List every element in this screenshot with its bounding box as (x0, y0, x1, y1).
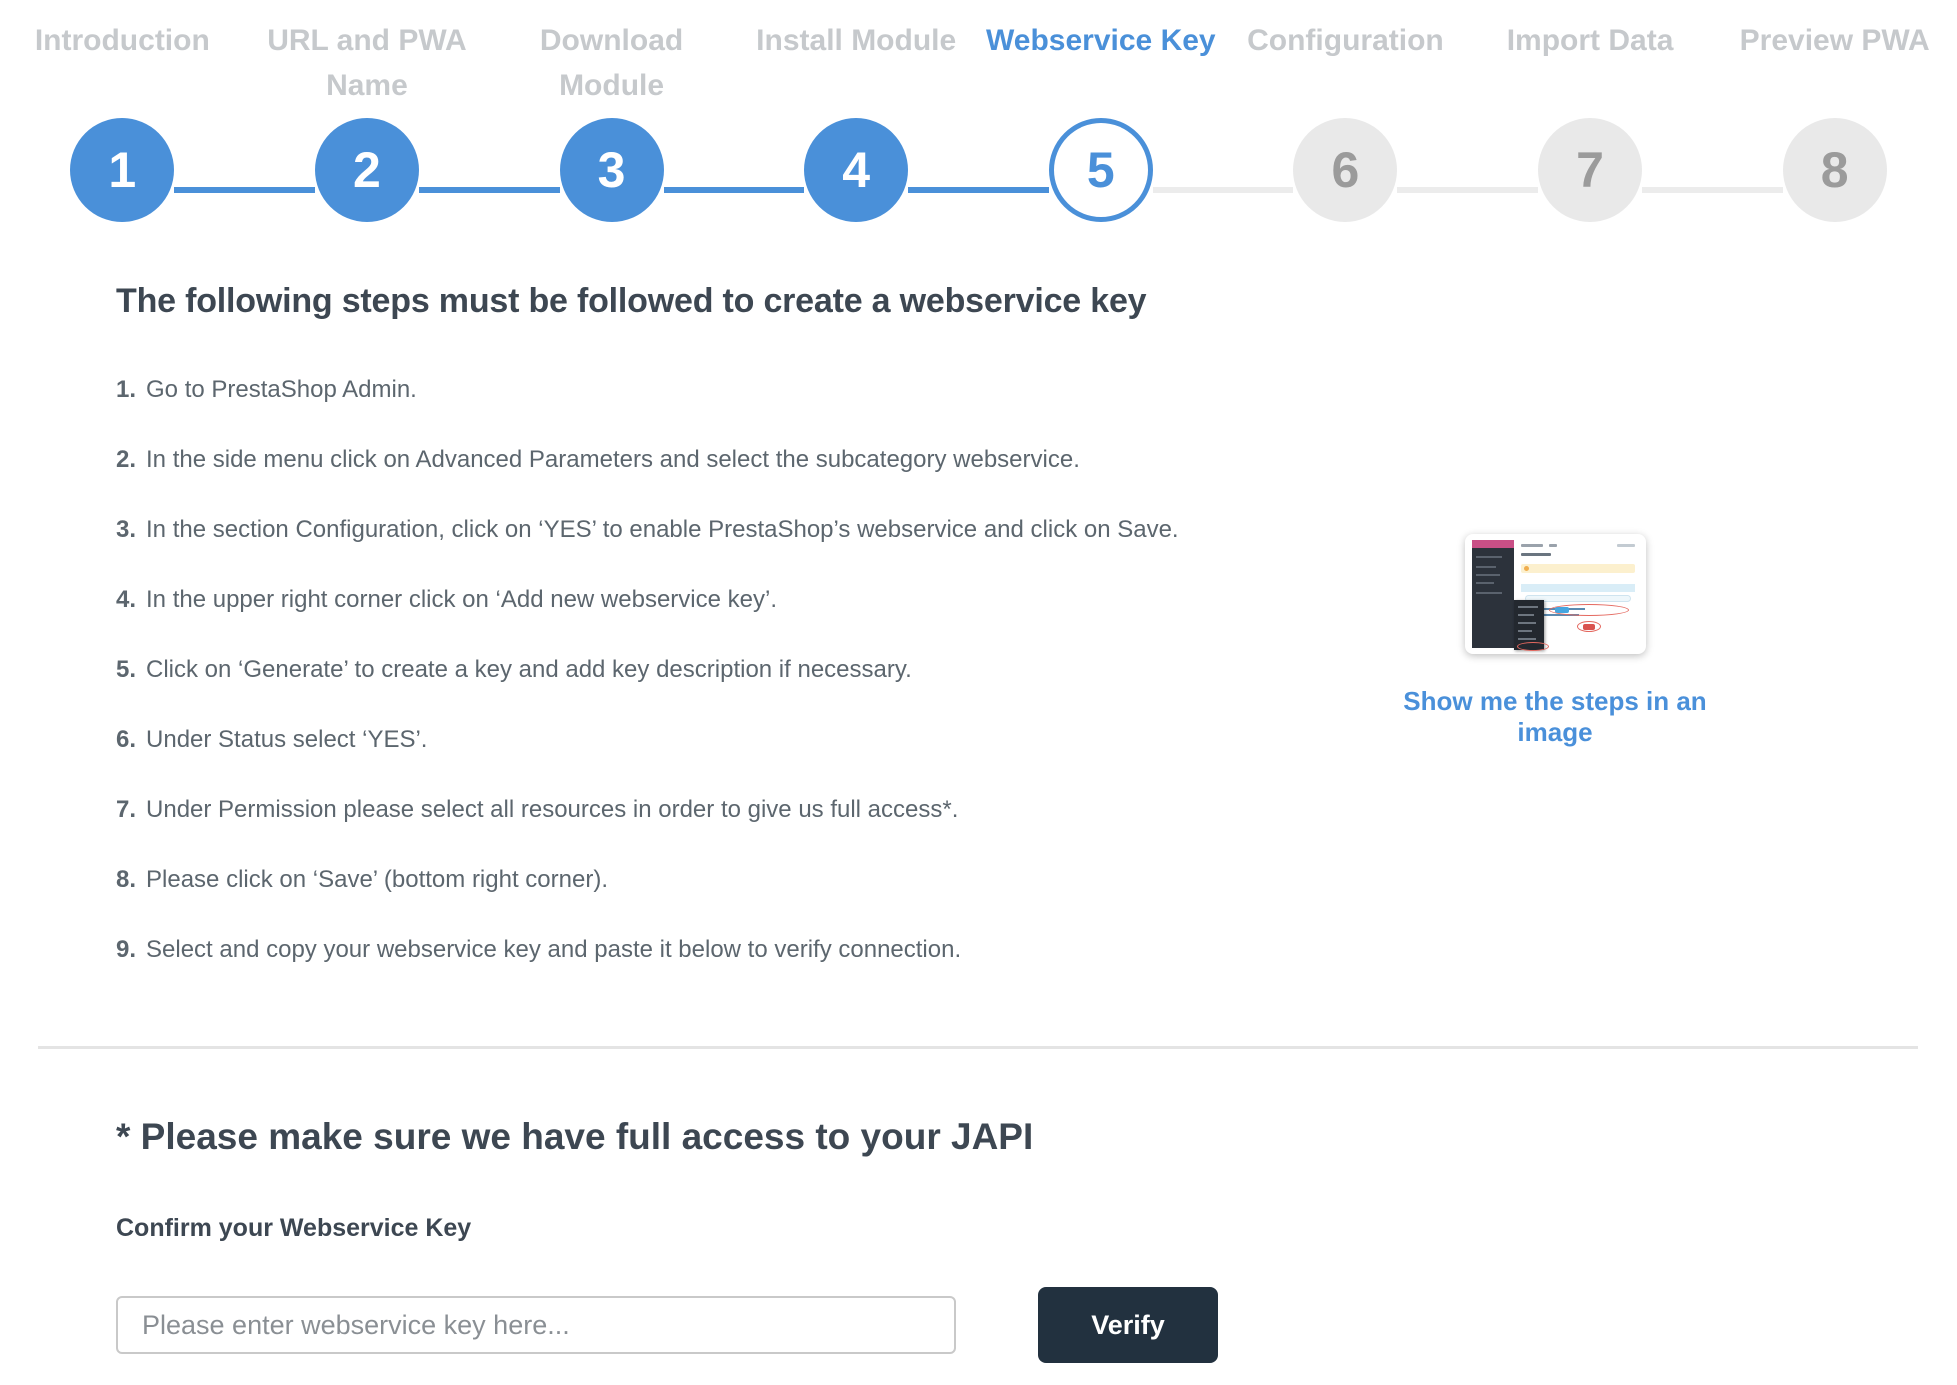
step-circle (70, 118, 174, 222)
full-access-note-heading: * Please make sure we have full access to your JAPI (116, 1116, 1034, 1157)
step-circle (315, 118, 419, 222)
instruction-number: 3. (116, 516, 137, 543)
thumb-decor (1518, 614, 1534, 616)
webservice-key-input[interactable] (116, 1296, 956, 1354)
instruction-text: Under Status select ‘YES’. (146, 726, 428, 753)
step-circle (560, 118, 664, 222)
verify-button[interactable]: Verify (1038, 1287, 1218, 1363)
instruction-item (116, 375, 1346, 405)
section-divider (38, 1046, 1918, 1049)
step-label: Configuration (1247, 24, 1444, 57)
instruction-item (116, 445, 1346, 475)
instruction-number: 2. (116, 446, 137, 473)
thumb-decor (1476, 566, 1496, 568)
thumb-decor (1518, 606, 1538, 608)
stepper-connector (419, 187, 560, 193)
instruction-text: In the section Configuration, click on ‘YES’ to enable PrestaShop’s webservice and click on Save. (146, 516, 1179, 543)
thumb-table-header (1521, 584, 1635, 592)
instruction-text: Click on ‘Generate’ to create a key and add key description if necessary. (146, 656, 912, 683)
step-number: 4 (842, 142, 871, 198)
thumb-decor (1549, 544, 1557, 547)
step-circle (1049, 118, 1153, 222)
thumb-decor (1521, 544, 1543, 547)
instruction-item (116, 795, 1346, 825)
step-label: URL and PWA Name (267, 24, 467, 102)
instruction-item (116, 655, 1346, 685)
instruction-item (116, 585, 1346, 615)
thumb-decor (1476, 574, 1500, 576)
wizard-stepper (0, 0, 1957, 222)
step-number: 7 (1576, 142, 1604, 198)
instruction-item (116, 725, 1346, 755)
thumb-decor (1476, 556, 1502, 558)
instructions-heading: The following steps must be followed to create a webservice key (116, 282, 1147, 320)
stepper-connector (174, 187, 315, 193)
webservice-key-label: Confirm your Webservice Key (116, 1214, 472, 1242)
thumb-decor (1518, 630, 1532, 632)
stepper-step-preview-pwa[interactable] (1712, 18, 1957, 222)
thumb-decor (1518, 638, 1536, 640)
thumb-warning-icon (1524, 566, 1529, 571)
step-label: Introduction (34, 24, 210, 57)
thumb-decor (1617, 544, 1635, 547)
step-label: Preview PWA (1739, 24, 1930, 57)
instruction-text: In the upper right corner click on ‘Add new webservice key’. (146, 586, 777, 613)
instruction-number: 6. (116, 726, 137, 753)
thumb-annotation-ellipse (1577, 621, 1601, 632)
stepper-connector (664, 187, 805, 193)
show-steps-image-link[interactable]: Show me the steps in an image (1403, 686, 1707, 747)
instruction-number: 4. (116, 586, 137, 613)
instruction-text: Go to PrestaShop Admin. (146, 376, 417, 403)
thumb-annotation-ellipse (1517, 642, 1549, 651)
instruction-item (116, 865, 1346, 895)
instruction-text: Please click on ‘Save’ (bottom right corner). (146, 866, 608, 893)
step-number: 3 (597, 142, 626, 198)
thumb-decor (1521, 553, 1551, 556)
instruction-text: In the side menu click on Advanced Parameters and select the subcategory webservice. (146, 446, 1080, 473)
instruction-text: Under Permission please select all resources in order to give us full access*. (146, 796, 959, 823)
stepper-connector (1642, 187, 1783, 193)
step-number: 1 (108, 142, 137, 198)
step-number: 8 (1820, 142, 1849, 198)
thumb-warning-bar (1521, 564, 1635, 573)
image-help-aside (1365, 534, 1745, 748)
step-number: 6 (1331, 142, 1360, 198)
steps-screenshot-thumbnail[interactable] (1465, 534, 1646, 654)
step-circle (1293, 118, 1397, 222)
stepper-connector (1397, 187, 1538, 193)
thumb-prestashop-logo (1472, 540, 1514, 548)
instructions-section (116, 282, 1346, 1005)
stepper-connector (908, 187, 1049, 193)
step-label: Install Module (756, 24, 957, 57)
instruction-text: Select and copy your webservice key and paste it below to verify connection. (146, 936, 962, 963)
step-circle (1538, 118, 1642, 222)
thumb-decor (1476, 582, 1494, 584)
step-number: 2 (353, 142, 381, 198)
instructions-list (116, 375, 1346, 965)
step-circle (1783, 118, 1887, 222)
instruction-number: 5. (116, 656, 137, 683)
instruction-item (116, 935, 1346, 965)
step-label: Webservice Key (986, 24, 1216, 57)
instruction-number: 8. (116, 866, 137, 893)
instruction-number: 7. (116, 796, 137, 823)
step-circle (804, 118, 908, 222)
step-label: Import Data (1506, 24, 1674, 57)
step-number: 5 (1086, 142, 1115, 198)
step-label: Download Module (539, 24, 684, 102)
thumb-decor (1476, 592, 1502, 594)
thumb-decor (1518, 622, 1536, 624)
thumb-annotation-ellipse (1549, 604, 1629, 616)
instruction-item (116, 515, 1346, 545)
instruction-number: 9. (116, 936, 137, 963)
instruction-number: 1. (116, 376, 137, 403)
stepper-connector (1153, 187, 1294, 193)
